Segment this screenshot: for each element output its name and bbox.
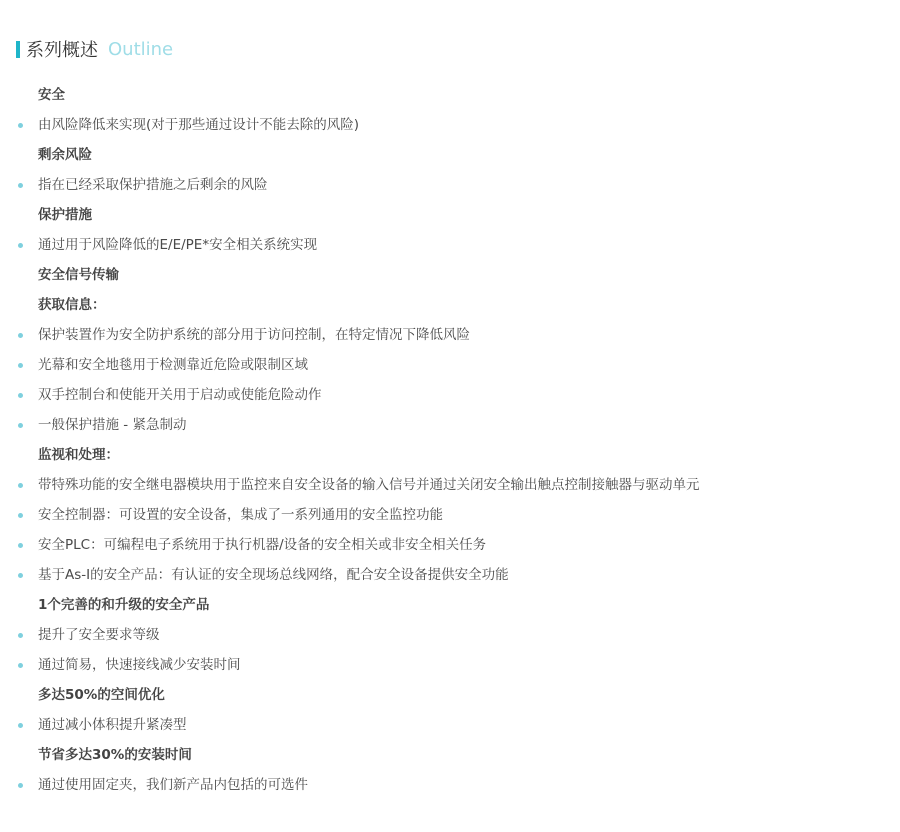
list-item-text: 通过用于风险降低的E/E/PE*安全相关系统实现	[38, 237, 318, 253]
list-item	[0, 170, 900, 200]
section-title: 系列概述	[26, 40, 98, 61]
list-item-text: 光幕和安全地毯用于检测靠近危险或限制区域	[38, 357, 308, 373]
list-item-text: 通过简易，快速接线减少安装时间	[38, 657, 241, 673]
section-heading	[0, 80, 900, 110]
list-item	[0, 470, 900, 500]
list-item-text: 安全控制器：可设置的安全设备，集成了一系列通用的安全监控功能	[38, 507, 443, 523]
list-item	[0, 350, 900, 380]
list-item	[0, 620, 900, 650]
list-item-text: 安全PLC：可编程电子系统用于执行机器/设备的安全相关或非安全相关任务	[38, 537, 487, 553]
list-item-text: 提升了安全要求等级	[38, 627, 160, 643]
section-heading	[0, 440, 900, 470]
bullet-dot-icon	[18, 393, 23, 398]
list-item-text: 通过使用固定夹，我们新产品内包括的可选件	[38, 777, 308, 793]
heading-text: 保护措施	[38, 207, 92, 223]
section-heading	[0, 200, 900, 230]
section-heading	[0, 290, 900, 320]
bullet-dot-icon	[18, 123, 23, 128]
list-item-text: 一般保护措施 - 紧急制动	[38, 417, 187, 433]
list-item	[0, 530, 900, 560]
list-item-text: 保护装置作为安全防护系统的部分用于访问控制，在特定情况下降低风险	[38, 327, 470, 343]
heading-text: 1个完善的和升级的安全产品	[38, 597, 210, 613]
list-item-text: 双手控制台和使能开关用于启动或使能危险动作	[38, 387, 322, 403]
heading-text: 安全	[38, 87, 65, 103]
list-item	[0, 560, 900, 590]
heading-text: 剩余风险	[38, 147, 92, 163]
list-item	[0, 410, 900, 440]
bullet-dot-icon	[18, 513, 23, 518]
section-subtitle: Outline	[108, 38, 174, 60]
list-item	[0, 650, 900, 680]
bullet-dot-icon	[18, 543, 23, 548]
list-item	[0, 770, 900, 800]
heading-text: 监视和处理：	[38, 447, 119, 463]
list-item	[0, 500, 900, 530]
list-item-text: 由风险降低来实现(对于那些通过设计不能去除的风险)	[38, 117, 360, 133]
bullet-dot-icon	[18, 633, 23, 638]
section-heading	[0, 590, 900, 620]
bullet-dot-icon	[18, 483, 23, 488]
list-item-text: 指在已经采取保护措施之后剩余的风险	[38, 177, 268, 193]
list-item-text: 带特殊功能的安全继电器模块用于监控来自安全设备的输入信号并通过关闭安全输出触点控制接触器与驱动单元	[38, 477, 700, 493]
bullet-dot-icon	[18, 783, 23, 788]
list-item-text: 基于As-I的安全产品：有认证的安全现场总线网络，配合安全设备提供安全功能	[38, 567, 509, 583]
heading-text: 安全信号传输	[38, 267, 119, 283]
heading-text: 节省多达30%的安装时间	[38, 747, 192, 763]
list-item	[0, 110, 900, 140]
bullet-dot-icon	[18, 363, 23, 368]
bullet-dot-icon	[18, 723, 23, 728]
section-heading	[0, 680, 900, 710]
heading-text: 获取信息：	[38, 297, 106, 313]
bullet-dot-icon	[18, 333, 23, 338]
outline-list	[0, 80, 900, 800]
list-item-text: 通过减小体积提升紧凑型	[38, 717, 187, 733]
bullet-dot-icon	[18, 663, 23, 668]
bullet-dot-icon	[18, 573, 23, 578]
bullet-dot-icon	[18, 423, 23, 428]
list-item	[0, 320, 900, 350]
heading-text: 多达50%的空间优化	[38, 687, 165, 703]
list-item	[0, 710, 900, 740]
section-heading	[0, 740, 900, 770]
section-heading	[0, 260, 900, 290]
list-item	[0, 380, 900, 410]
section-heading	[0, 140, 900, 170]
bullet-dot-icon	[18, 183, 23, 188]
section-header	[16, 38, 173, 60]
accent-bar	[16, 41, 20, 58]
list-item	[0, 230, 900, 260]
bullet-dot-icon	[18, 243, 23, 248]
